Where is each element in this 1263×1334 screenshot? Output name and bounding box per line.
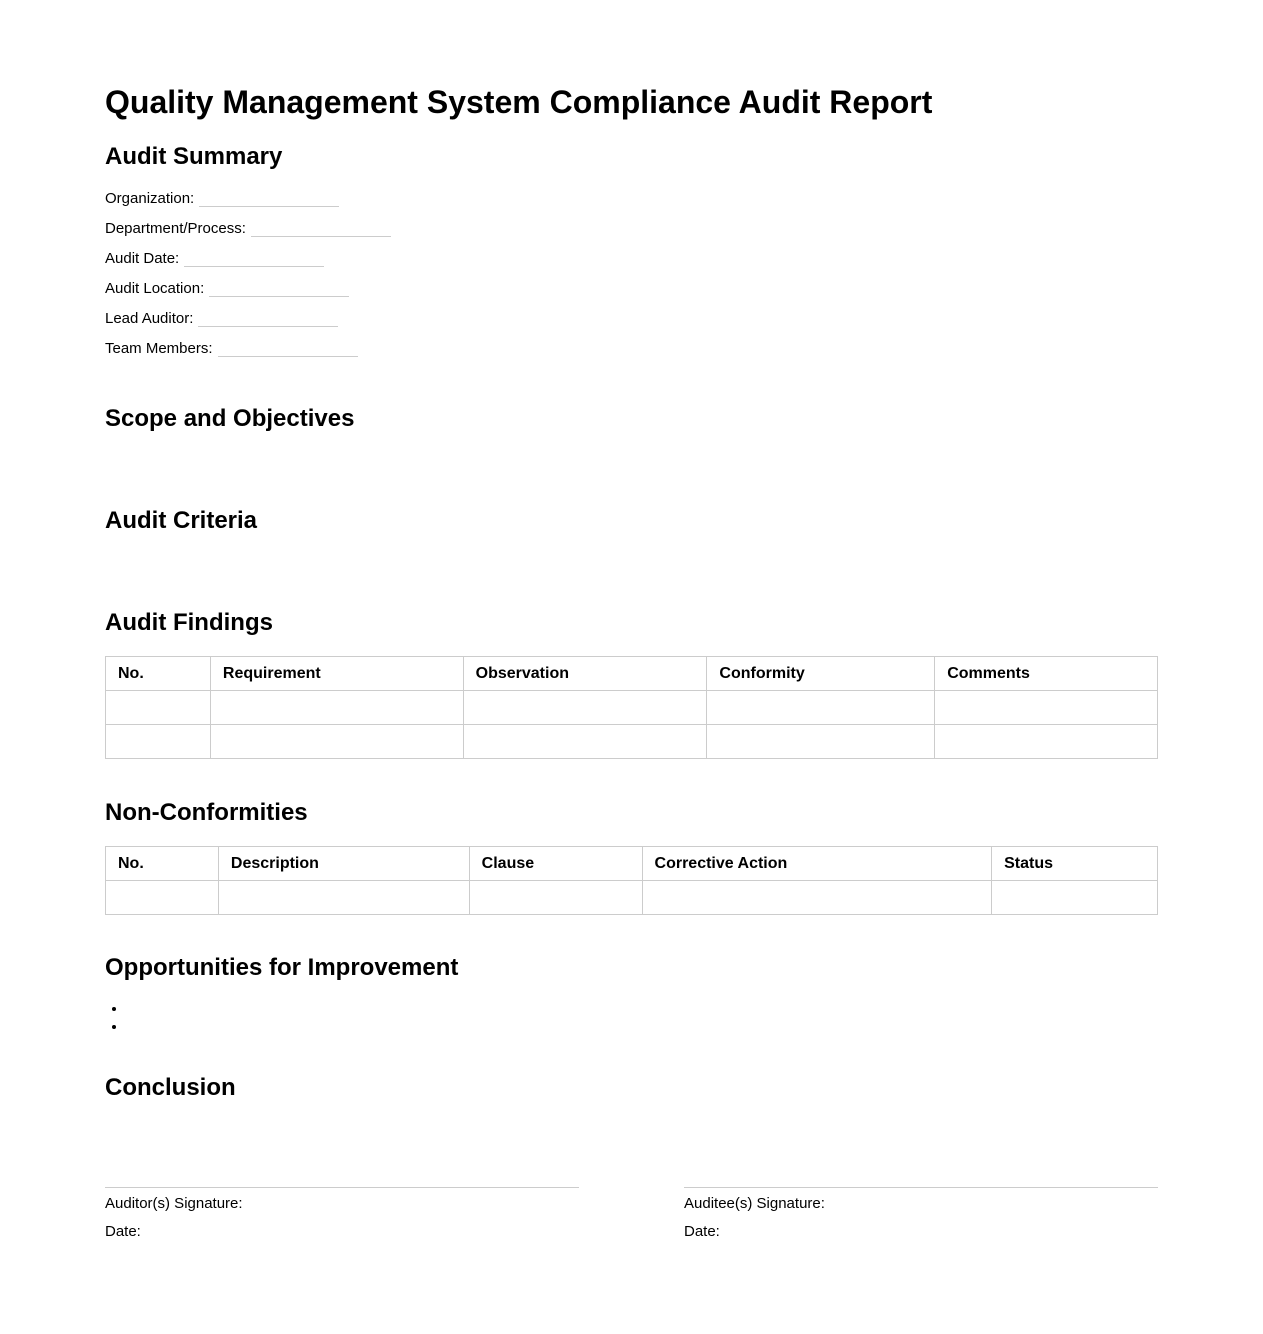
field-blank[interactable] bbox=[251, 222, 391, 237]
organization-field[interactable] bbox=[105, 190, 339, 207]
table-cell[interactable] bbox=[210, 691, 463, 725]
table-cell[interactable] bbox=[707, 725, 935, 759]
nonconformities-table bbox=[105, 846, 1158, 915]
table-header-row bbox=[106, 847, 1158, 881]
scope-heading: Scope and Objectives bbox=[105, 405, 355, 432]
table-cell[interactable] bbox=[106, 881, 219, 915]
table-cell[interactable] bbox=[992, 881, 1158, 915]
column-header: Conformity bbox=[707, 657, 935, 691]
column-header: Description bbox=[218, 847, 469, 881]
signature-line[interactable] bbox=[105, 1187, 579, 1188]
improvement-heading: Opportunities for Improvement bbox=[105, 954, 459, 981]
field-label: Organization: bbox=[105, 190, 195, 207]
team-members-field[interactable] bbox=[105, 340, 358, 357]
column-header: No. bbox=[106, 847, 219, 881]
improvement-list bbox=[105, 1000, 127, 1036]
table-cell[interactable] bbox=[218, 881, 469, 915]
auditee-signature-label: Auditee(s) Signature: bbox=[684, 1195, 825, 1212]
column-header: Corrective Action bbox=[642, 847, 992, 881]
field-blank[interactable] bbox=[199, 192, 339, 207]
field-label: Department/Process: bbox=[105, 220, 246, 237]
table-cell[interactable] bbox=[106, 725, 211, 759]
table-cell[interactable] bbox=[463, 725, 707, 759]
conclusion-heading: Conclusion bbox=[105, 1074, 236, 1101]
field-label: Audit Date: bbox=[105, 250, 180, 267]
department-field[interactable] bbox=[105, 220, 391, 237]
auditor-date-label: Date: bbox=[105, 1223, 141, 1240]
column-header: Status bbox=[992, 847, 1158, 881]
column-header: No. bbox=[106, 657, 211, 691]
column-header: Requirement bbox=[210, 657, 463, 691]
column-header: Observation bbox=[463, 657, 707, 691]
table-cell[interactable] bbox=[469, 881, 642, 915]
signature-line[interactable] bbox=[684, 1187, 1158, 1188]
table-cell[interactable] bbox=[642, 881, 992, 915]
audit-location-field[interactable] bbox=[105, 280, 349, 297]
table-cell[interactable] bbox=[935, 691, 1158, 725]
column-header: Comments bbox=[935, 657, 1158, 691]
field-blank[interactable] bbox=[198, 312, 338, 327]
auditor-signature-label: Auditor(s) Signature: bbox=[105, 1195, 243, 1212]
page-title: Quality Management System Compliance Audit Report bbox=[105, 84, 933, 120]
table-row bbox=[106, 691, 1158, 725]
field-blank[interactable] bbox=[218, 342, 358, 357]
table-cell[interactable] bbox=[210, 725, 463, 759]
findings-table bbox=[105, 656, 1158, 759]
auditor-signature-block bbox=[105, 1187, 579, 1240]
field-blank[interactable] bbox=[184, 252, 324, 267]
table-row bbox=[106, 881, 1158, 915]
audit-summary-heading: Audit Summary bbox=[105, 143, 283, 170]
auditee-signature-block bbox=[684, 1187, 1158, 1240]
field-blank[interactable] bbox=[209, 282, 349, 297]
nonconformities-heading: Non-Conformities bbox=[105, 799, 308, 826]
field-label: Lead Auditor: bbox=[105, 310, 194, 327]
table-cell[interactable] bbox=[106, 691, 211, 725]
table-cell[interactable] bbox=[463, 691, 707, 725]
criteria-heading: Audit Criteria bbox=[105, 507, 258, 534]
findings-heading: Audit Findings bbox=[105, 609, 273, 636]
lead-auditor-field[interactable] bbox=[105, 310, 338, 327]
table-header-row bbox=[106, 657, 1158, 691]
table-cell[interactable] bbox=[935, 725, 1158, 759]
table-row bbox=[106, 725, 1158, 759]
column-header: Clause bbox=[469, 847, 642, 881]
table-cell[interactable] bbox=[707, 691, 935, 725]
field-label: Team Members: bbox=[105, 340, 213, 357]
field-label: Audit Location: bbox=[105, 280, 205, 297]
audit-date-field[interactable] bbox=[105, 250, 324, 267]
auditee-date-label: Date: bbox=[684, 1223, 720, 1240]
